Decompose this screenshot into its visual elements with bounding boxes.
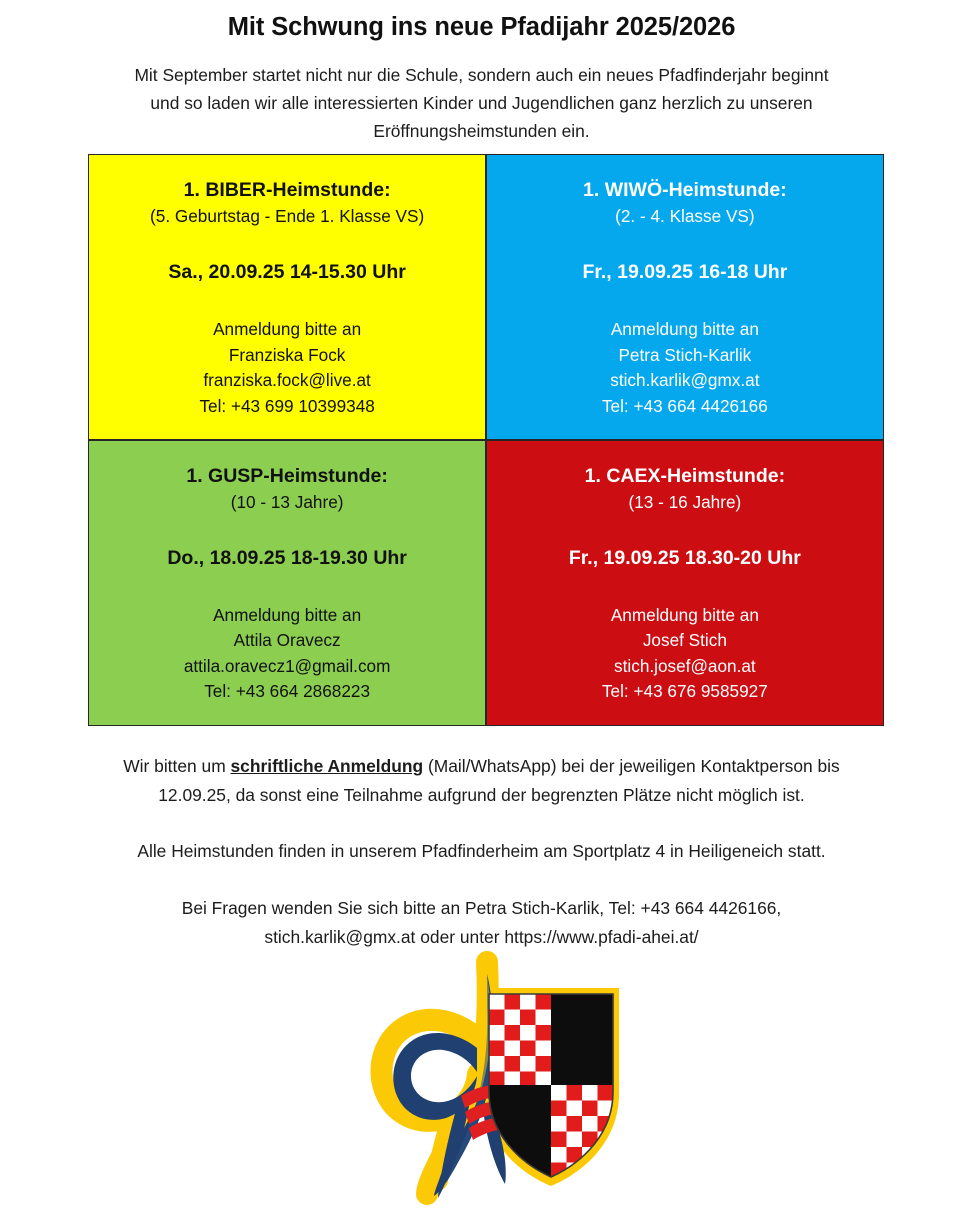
contact-phone-wiwoe[interactable]: Tel: +43 664 4426166: [601, 395, 768, 416]
group-card-wiwoe: [487, 155, 883, 439]
contact-name-gusp: Attila Oravecz: [233, 630, 341, 651]
group-date-wiwoe: Fr., 19.09.25 16-18 Uhr: [582, 261, 788, 283]
contact-name-caex: Josef Stich: [642, 630, 727, 651]
registration-note-suffix: (Mail/WhatsApp) bei der jeweiligen Kontaktperson bis: [423, 756, 840, 776]
group-card-gusp: [89, 441, 485, 725]
contact-intro-caex: Anmeldung bitte an: [610, 604, 759, 625]
contact-name-wiwoe: Petra Stich-Karlik: [618, 344, 752, 365]
group-contact-caex: [602, 571, 768, 705]
questions-line-2[interactable]: stich.karlik@gmx.at oder unter https://www.pfadi-ahei.at/: [264, 927, 699, 947]
registration-emphasis: schriftliche Anmeldung: [230, 756, 424, 776]
group-title-caex: 1. CAEX-Heimstunde:: [584, 464, 786, 487]
group-date-caex: Fr., 19.09.25 18.30-20 Uhr: [568, 546, 801, 569]
registration-note-line-2: 12.09.25, da sonst eine Teilnahme aufgrund der begrenzten Plätze nicht möglich ist.: [158, 785, 805, 805]
group-age-gusp: (10 - 13 Jahre): [230, 491, 344, 512]
intro-line-1: Mit September startet nicht nur die Schule, sondern auch ein neues Pfadfinderjahr beginnt: [134, 65, 829, 85]
footer-text-block: [0, 752, 963, 952]
contact-intro-wiwoe: Anmeldung bitte an: [610, 319, 759, 339]
contact-phone-biber[interactable]: Tel: +43 699 10399348: [199, 395, 375, 416]
pfadfinder-scout-logo: [337, 944, 627, 1210]
registration-note-line-1: [86, 752, 877, 781]
heimstunden-grid: [88, 154, 884, 726]
registration-note-prefix: Wir bitten um: [123, 756, 231, 776]
contact-phone-gusp[interactable]: Tel: +43 664 2868223: [204, 681, 371, 702]
group-card-biber: [89, 155, 485, 439]
group-title-biber: 1. BIBER-Heimstunde:: [183, 179, 391, 201]
contact-email-gusp[interactable]: attila.oravecz1@gmail.com: [183, 655, 391, 676]
contact-name-biber: Franziska Fock: [228, 344, 346, 365]
questions-line-1: Bei Fragen wenden Sie sich bitte an Petra Stich-Karlik, Tel: +43 664 4426166,: [181, 898, 782, 918]
group-card-caex: [487, 441, 883, 725]
venue-note: Alle Heimstunden finden in unserem Pfadfinderheim am Sportplatz 4 in Heiligeneich statt.: [137, 841, 826, 861]
intro-line-3: Eröffnungsheimstunden ein.: [373, 121, 590, 141]
group-age-biber: (5. Geburtstag - Ende 1. Klasse VS): [150, 206, 425, 226]
group-contact-gusp: [184, 571, 391, 705]
page-title: Mit Schwung ins neue Pfadijahr 2025/2026: [227, 13, 736, 41]
contact-intro-biber: Anmeldung bitte an: [213, 319, 362, 339]
group-date-gusp: Do., 18.09.25 18-19.30 Uhr: [167, 546, 407, 569]
contact-phone-caex[interactable]: Tel: +43 676 9585927: [601, 681, 768, 702]
logo-container: [0, 944, 963, 1210]
group-contact-wiwoe: [602, 285, 768, 419]
group-age-wiwoe: (2. - 4. Klasse VS): [615, 206, 755, 226]
intro-paragraph: [0, 42, 963, 145]
contact-email-biber[interactable]: franziska.fock@live.at: [203, 370, 371, 390]
contact-email-caex[interactable]: stich.josef@aon.at: [614, 655, 756, 676]
group-date-biber: Sa., 20.09.25 14-15.30 Uhr: [168, 261, 406, 283]
questions-note: [0, 866, 963, 952]
intro-line-2: und so laden wir alle interessierten Kinder und Jugendlichen ganz herzlich zu unseren: [150, 93, 813, 113]
group-title-wiwoe: 1. WIWÖ-Heimstunde:: [583, 179, 787, 201]
group-contact-biber: [199, 285, 374, 419]
contact-intro-gusp: Anmeldung bitte an: [213, 604, 362, 625]
group-age-caex: (13 - 16 Jahre): [628, 491, 742, 512]
registration-note: [0, 752, 963, 810]
contact-email-wiwoe[interactable]: stich.karlik@gmx.at: [610, 370, 760, 390]
group-title-gusp: 1. GUSP-Heimstunde:: [186, 464, 388, 487]
